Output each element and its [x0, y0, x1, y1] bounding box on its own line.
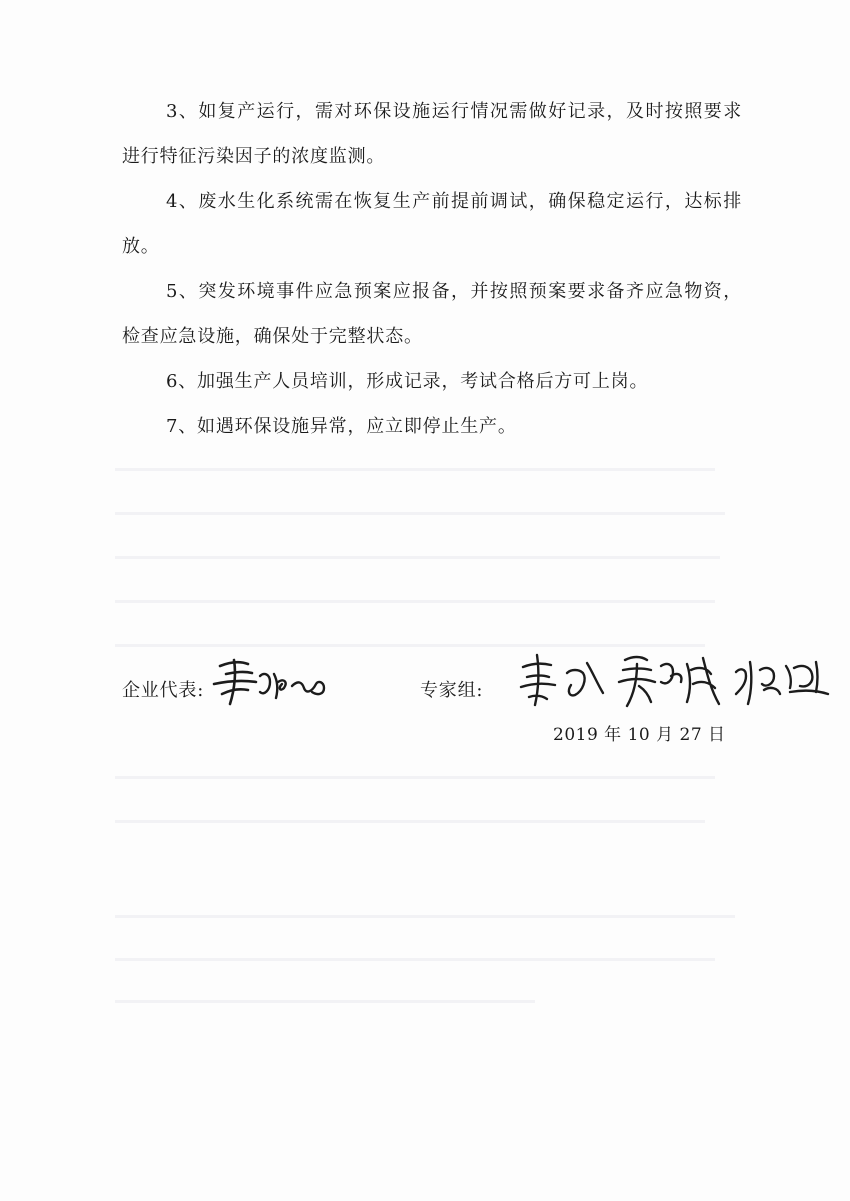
item-5-paragraph: 5、突发环境事件应急预案应报备，并按照预案要求备齐应急物资，检查应急设施，确保处于完整状态。 — [122, 281, 742, 347]
expert-signature-2 — [615, 646, 723, 712]
expert-group-label: 专家组: — [420, 680, 484, 701]
item-7-paragraph: 7、如遇环保设施异常，应立即停止生产。 — [166, 416, 517, 437]
enterprise-representative-label: 企业代表: — [122, 680, 205, 701]
item-4-paragraph: 4、废水生化系统需在恢复生产前提前调试，确保稳定运行，达标排放。 — [122, 191, 742, 257]
item-3-paragraph: 3、如复产运行，需对环保设施运行情况需做好记录，及时按照要求进行特征污染因子的浓度监测。 — [122, 101, 742, 167]
item-6-paragraph: 6、加强生产人员培训，形成记录，考试合格后方可上岗。 — [166, 371, 649, 392]
expert-signature-1 — [517, 643, 613, 713]
document-date: 2019 年 10 月 27 日 — [553, 725, 726, 745]
enterprise-signature — [208, 652, 334, 708]
expert-signature-3 — [730, 650, 834, 708]
